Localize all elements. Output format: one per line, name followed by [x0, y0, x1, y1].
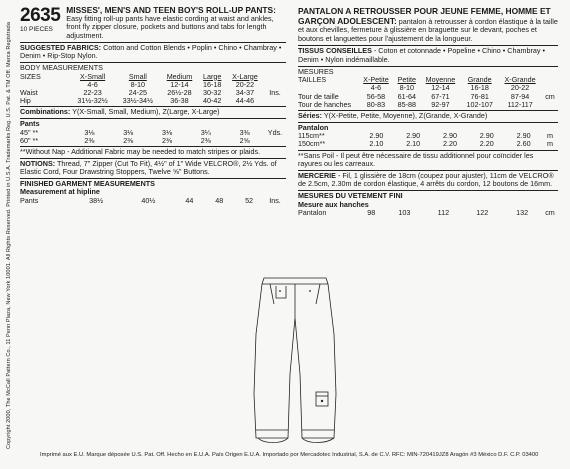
english-column	[20, 6, 286, 205]
hip-value: 36-38	[170, 96, 189, 106]
size-range-fr: 4-6	[370, 83, 382, 93]
pattern-envelope-back	[20, 6, 558, 450]
yardage-value: 3⅛	[84, 127, 95, 137]
pants-technical-drawing	[250, 274, 340, 452]
hip-value: 33½-34½	[122, 96, 154, 106]
hip-value-fr: 80-83	[366, 99, 386, 109]
hip-value: 44-46	[235, 96, 255, 106]
copyright-strip	[2, 20, 16, 450]
body-measurements	[20, 62, 286, 105]
body-measurements-title: BODY MEASUREMENTS	[20, 63, 103, 72]
description-fr	[298, 6, 558, 43]
hip-label: Hip	[20, 96, 31, 106]
size-name: Large	[203, 71, 222, 81]
yardage-value: 2⅜	[161, 135, 172, 145]
without-nap-note: **Without Nap - Additional Fabric may be needed to match stripes or plaids.	[20, 146, 286, 157]
yardage-value: 3¼	[200, 127, 211, 137]
size-range: 8-10	[130, 79, 146, 89]
finished-value: 40½	[141, 195, 156, 205]
description-text-fr: pantalon à retrousser à cordon élastique à la taille et aux chevilles, fermeture à glissière en braguette sur le devant, poches et boutons et languettes pour l'ajustement de la longueur.	[298, 16, 558, 43]
size-name-fr: Moyenne	[425, 75, 456, 85]
finished-subtitle-fr: Mesure aux hanches	[298, 199, 369, 209]
description-text: Easy fitting roll-up pants have elastic cording at waist and ankles, front fly zipper closure, pockets and buttons and tabs for length adjustment.	[66, 14, 274, 40]
copyright-text: Copyright 2000, The McCall Pattern Co., 11 Penn Plaza, New York 10001. All Rights Reserved. Printed in U.S.A. Trademarks Reg. U.S. Pat. & TM Off. Marca Registrada	[6, 21, 12, 449]
finished-value: 44	[185, 195, 194, 205]
unit-cm: cm	[545, 91, 555, 101]
unit-m: m	[547, 139, 553, 149]
finished-value-fr: 98	[367, 208, 376, 218]
fabric-yardage	[20, 118, 286, 145]
finished-label: Pants	[20, 195, 39, 205]
hip-value: 31½-32½	[77, 96, 108, 106]
french-column	[298, 6, 558, 217]
size-range: 20-22	[235, 79, 255, 89]
waist-value-fr: 87-94	[510, 91, 530, 101]
mercerie	[298, 170, 558, 189]
yardage-value: 3⅛	[161, 127, 172, 137]
fabric-width: 60" **	[20, 135, 39, 145]
meters-value: 2.20	[479, 139, 494, 149]
pattern-number-block	[20, 6, 60, 40]
notions-label: NOTIONS:	[20, 158, 56, 168]
size-name: X-Large	[232, 71, 258, 81]
fabric-width: 45" **	[20, 127, 39, 137]
yardage-value: 2⅝	[239, 135, 250, 145]
mercerie-text: - Fil, 1 glissière de 18cm (coupez pour ajuster), 11cm de VELCRO® de 2.5cm, 2.30m de cordon élastique, 4 arrêts du cordon, 12 boutons de 16mm.	[298, 170, 554, 189]
size-name-fr: X-Petite	[363, 75, 389, 85]
fabrics-text: Cotton and Cotton Blends • Poplin • Chino • Chambray • Denim • Rip-Stop Nylon.	[20, 42, 282, 61]
finished-value-fr: 132	[516, 208, 529, 218]
meters-value: 2.90	[442, 131, 457, 141]
pants-label: Pants	[20, 119, 40, 128]
size-name: Medium	[166, 71, 193, 81]
sizes-label: SIZES	[20, 71, 41, 81]
size-range-fr: 12-14	[431, 83, 450, 93]
finished-table	[20, 197, 286, 205]
fabric-width-fr: 150cm**	[298, 139, 326, 149]
waist-value: 34-37	[235, 88, 255, 97]
finished-unit-fr: cm	[545, 208, 555, 218]
meters-value: 2.90	[369, 131, 384, 141]
footer-legal: Imprimé aux E.U. Marque déposée U.S. Pat. Off. Hecho en E.U.A. País Origen E.U.A. Importado por Mercadotec Industrial, S.A. de C.V. RFC: MIN-720419JZ8 Aragón #3 México D.F. C.P. 03400	[40, 452, 539, 458]
finished-title-fr: MESURES DU VETEMENT FINI	[298, 190, 403, 200]
body-measurements-fr	[298, 66, 558, 109]
size-name-fr: Grande	[467, 75, 492, 85]
size-range-fr: 20-22	[510, 83, 530, 93]
unit-ins: Ins.	[269, 88, 281, 97]
description	[66, 6, 286, 40]
waist-value: 24-25	[128, 88, 148, 97]
yardage-value: 3⅛	[123, 127, 134, 137]
series	[298, 110, 558, 121]
series-label: Séries:	[298, 110, 322, 120]
pattern-number: 2635	[20, 5, 61, 26]
size-range-fr: 8-10	[399, 83, 414, 93]
size-name-fr: X-Grande	[504, 75, 536, 85]
finished-table-fr	[298, 209, 558, 217]
mercerie-label: MERCERIE	[298, 170, 336, 180]
yardage-value: 2⅜	[84, 135, 95, 145]
size-name: X-Small	[80, 71, 106, 81]
fabrics-text-fr: - Coton et cotonnade • Popeline • Chino • Chambray • Denim • Nylon indémaillable.	[298, 46, 545, 64]
size-name-fr: Petite	[397, 75, 416, 85]
sizes-label-fr: TAILLES	[298, 75, 327, 85]
meters-value: 2.60	[516, 139, 531, 149]
fabrics-label: SUGGESTED FABRICS:	[20, 42, 102, 52]
finished-label-fr: Pantalon	[298, 208, 327, 218]
meters-table	[298, 132, 558, 148]
waist-value: 26½-28	[167, 88, 192, 97]
notions-text: Thread, 7" Zipper (Cut To Fit), 4½" of 1" Wide VELCRO®, 2½ Yds. of Elastic Cord, Four Drawstring Stoppers, Twelve ⅝" Buttons.	[20, 158, 277, 177]
finished-subtitle: Measurement at hipline	[20, 187, 100, 197]
hip-value-fr: 112-117	[507, 99, 533, 109]
body-measurements-table-fr	[298, 76, 558, 109]
waist-value: 22-23	[83, 88, 102, 97]
finished-measurements	[20, 178, 286, 205]
hip-label-fr: Tour de hanches	[298, 99, 352, 109]
size-range: 4-6	[87, 79, 98, 89]
size-name: Small	[128, 71, 147, 81]
waist-label-fr: Tour de taille	[298, 91, 339, 101]
pattern-header	[20, 6, 286, 40]
pattern-title: MISSES', MEN'S AND TEEN BOY'S ROLL-UP PANTS:	[66, 5, 276, 15]
finished-value-fr: 112	[437, 208, 450, 218]
body-measurements-title-fr: MESURES	[298, 66, 334, 76]
finished-value: 52	[245, 195, 254, 205]
fabrics-section-fr	[298, 45, 558, 64]
combinations-text: Y(X-Small, Small, Medium), Z(Large, X-Large)	[72, 107, 220, 117]
size-range: 12-14	[170, 79, 189, 89]
waist-label: Waist	[20, 88, 38, 97]
finished-title: FINISHED GARMENT MEASUREMENTS	[20, 178, 155, 188]
finished-measurements-fr	[298, 190, 558, 217]
waist-value-fr: 61-64	[397, 91, 416, 101]
pantalon-label: Pantalon	[298, 122, 329, 132]
finished-value-fr: 103	[398, 208, 411, 218]
finished-value: 38½	[89, 195, 104, 205]
finished-value: 48	[215, 195, 224, 205]
hip-value-fr: 85-88	[397, 99, 416, 109]
hip-value-fr: 102-107	[466, 99, 493, 109]
meters-value: 2.10	[406, 139, 421, 149]
body-measurements-table	[20, 73, 286, 106]
pattern-title-fr: PANTALON A RETROUSSER POUR JEUNE FEMME, HOMME ET GARÇON ADOLESCENT:	[298, 6, 551, 26]
meters-value: 2.90	[479, 131, 494, 141]
hip-value: 40-42	[203, 96, 222, 106]
combinations-label: Combinations:	[20, 107, 71, 117]
sans-poil-note: **Sans Poil - Il peut être nécessaire de tissu additionnel pour coïncider les rayures ou les carreaux.	[298, 150, 558, 169]
yardage-table	[20, 129, 286, 145]
fabrics-section	[20, 42, 286, 61]
fabric-width-fr: 115cm**	[298, 131, 325, 141]
meters-value: 2.20	[442, 139, 457, 149]
waist-value-fr: 76-81	[470, 91, 489, 101]
pieces-count: 10 PIECES	[20, 26, 53, 33]
hip-value-fr: 92-97	[431, 99, 450, 109]
notions	[20, 158, 286, 177]
series-text: Y(X-Petite, Petite, Moyenne), Z(Grande, X-Grande)	[323, 110, 488, 120]
finished-unit: Ins.	[269, 195, 281, 205]
meters-value: 2.10	[369, 139, 384, 149]
size-range: 16-18	[203, 79, 222, 89]
unit-m: m	[547, 131, 553, 141]
finished-value-fr: 122	[476, 208, 489, 218]
meters-value: 2.90	[406, 131, 421, 141]
size-range-fr: 16-18	[470, 83, 489, 93]
waist-value: 30-32	[203, 88, 222, 97]
unit-yds: Yds.	[267, 127, 283, 137]
yardage-value: 2⅜	[200, 135, 211, 145]
combinations	[20, 106, 286, 117]
waist-value-fr: 67-71	[431, 91, 450, 101]
yardage-value: 3⅜	[239, 127, 250, 137]
meters-value: 2.90	[516, 131, 531, 141]
waist-value-fr: 56-58	[366, 91, 386, 101]
fabrics-label-fr: TISSUS CONSEILLES	[298, 46, 372, 56]
fabric-meters	[298, 122, 558, 149]
yardage-value: 2⅜	[123, 135, 134, 145]
